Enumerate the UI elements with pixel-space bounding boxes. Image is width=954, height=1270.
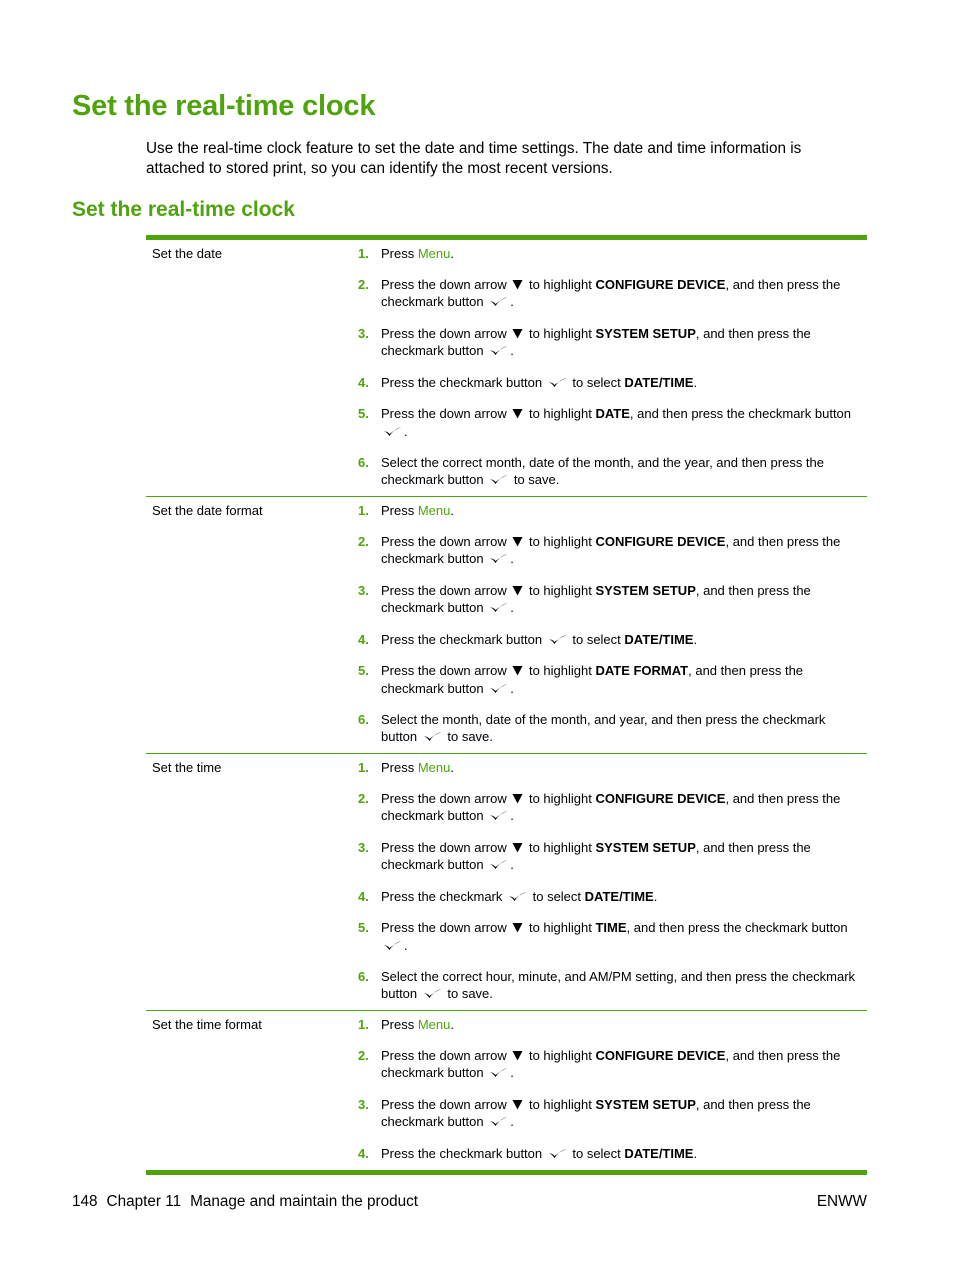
menu-item-name: CONFIGURE DEVICE xyxy=(595,1047,726,1063)
step-text-fragment: to highlight xyxy=(525,406,596,421)
step-text-fragment: to select xyxy=(529,888,585,904)
step-text-fragment: Press xyxy=(381,1017,418,1032)
menu-item-name: SYSTEM SETUP xyxy=(595,1096,696,1112)
checkmark-icon xyxy=(383,425,402,442)
menu-item-name: SYSTEM SETUP xyxy=(595,325,696,341)
step-text-fragment: . xyxy=(510,1065,514,1080)
menu-button-label: Menu xyxy=(417,246,451,261)
step-item xyxy=(352,1146,867,1164)
checkmark-icon xyxy=(489,809,508,826)
footer-chapter: Chapter 11 xyxy=(106,1193,182,1210)
step-text-fragment: to highlight xyxy=(525,1096,596,1112)
step-text-fragment: Press xyxy=(381,246,418,261)
step-text xyxy=(381,1097,867,1132)
menu-item-name: CONFIGURE DEVICE xyxy=(595,533,726,549)
step-text xyxy=(381,969,867,1003)
step-text-fragment: to highlight xyxy=(525,533,596,549)
step-number: 2. xyxy=(358,790,369,806)
step-text-fragment: . xyxy=(510,808,514,823)
step-item xyxy=(352,326,867,361)
step-text xyxy=(381,246,867,263)
step-text-fragment: to highlight xyxy=(525,276,596,292)
step-item xyxy=(352,969,867,1003)
menu-item-name: TIME xyxy=(595,920,627,935)
step-number: 3. xyxy=(358,325,369,341)
step-text xyxy=(381,760,867,777)
down-arrow-icon xyxy=(512,1049,523,1066)
down-arrow-icon xyxy=(512,841,523,858)
step-item xyxy=(352,712,867,746)
task-label: Set the time xyxy=(152,760,222,775)
step-item xyxy=(352,889,867,907)
step-number: 4. xyxy=(358,1145,369,1161)
step-item xyxy=(352,406,867,441)
step-text xyxy=(381,406,867,441)
menu-button-label: Menu xyxy=(417,503,451,518)
step-number: 5. xyxy=(358,663,369,678)
menu-item-name: DATE/TIME xyxy=(584,888,654,904)
step-text-fragment: . xyxy=(510,857,514,872)
task-label: Set the date format xyxy=(152,503,263,518)
step-text-fragment: Press xyxy=(381,503,418,518)
step-text xyxy=(381,632,867,650)
step-text-fragment: . xyxy=(510,343,514,358)
step-number: 4. xyxy=(358,631,369,647)
step-text-fragment: Select the correct hour, minute, and AM/PM setting, and then press the checkmark button xyxy=(381,969,856,1001)
down-arrow-icon xyxy=(512,584,523,601)
step-number: 6. xyxy=(358,969,369,984)
menu-button-label: Menu xyxy=(417,1017,451,1032)
menu-item-name: CONFIGURE DEVICE xyxy=(595,276,726,292)
step-text-fragment: Press the down arrow xyxy=(381,406,511,421)
step-text-fragment: . xyxy=(693,1145,698,1161)
step-text xyxy=(381,1017,867,1034)
footer-page-number: 148 xyxy=(72,1193,98,1210)
step-text-fragment: , and then press the checkmark button xyxy=(626,920,848,935)
step-text-fragment: , and then press the checkmark button xyxy=(381,839,811,872)
step-text xyxy=(381,375,867,393)
step-text xyxy=(381,1146,867,1164)
step-text-fragment: Press the down arrow xyxy=(381,663,511,678)
checkmark-icon xyxy=(489,473,508,490)
task-label: Set the date xyxy=(152,246,223,261)
step-text xyxy=(381,534,867,569)
step-text-fragment: Press the down arrow xyxy=(381,276,511,292)
section-title: Set the real-time clock xyxy=(72,198,295,221)
checkmark-icon xyxy=(489,682,508,699)
step-text-fragment: Press xyxy=(381,760,418,775)
step-text-fragment: Press the down arrow xyxy=(381,920,511,935)
step-text-fragment: Press the down arrow xyxy=(381,839,511,855)
step-number: 2. xyxy=(358,533,369,549)
checkmark-icon xyxy=(489,601,508,618)
step-text xyxy=(381,663,867,698)
step-text-fragment: . xyxy=(653,888,658,904)
step-list xyxy=(352,503,867,746)
menu-item-name: DATE FORMAT xyxy=(595,663,689,678)
step-text-fragment: . xyxy=(510,551,514,566)
step-text-fragment: . xyxy=(450,246,454,261)
menu-item-name: DATE/TIME xyxy=(624,374,694,390)
page-title: Set the real-time clock xyxy=(72,90,376,122)
down-arrow-icon xyxy=(512,664,523,681)
step-list xyxy=(352,760,867,1003)
down-arrow-icon xyxy=(512,792,523,809)
step-item xyxy=(352,760,867,777)
step-list xyxy=(352,246,867,489)
step-text-fragment: . xyxy=(450,760,454,775)
step-number: 1. xyxy=(358,760,369,775)
step-text-fragment: Press the checkmark button xyxy=(381,1145,546,1161)
step-item xyxy=(352,632,867,650)
step-number: 1. xyxy=(358,503,369,518)
step-number: 1. xyxy=(358,246,369,261)
step-number: 1. xyxy=(358,1017,369,1032)
step-text-fragment: to select xyxy=(568,1145,625,1161)
menu-item-name: DATE/TIME xyxy=(624,1145,694,1161)
step-text xyxy=(381,889,867,907)
step-text-fragment: . xyxy=(510,1114,514,1129)
step-item xyxy=(352,534,867,569)
step-text xyxy=(381,712,867,746)
step-number: 3. xyxy=(358,1096,369,1112)
step-item xyxy=(352,1048,867,1083)
checkmark-icon xyxy=(489,858,508,875)
step-text-fragment: , and then press the checkmark button xyxy=(381,1047,841,1080)
step-text-fragment: to highlight xyxy=(525,839,596,855)
down-arrow-icon xyxy=(512,278,523,295)
step-text-fragment: . xyxy=(450,1017,454,1032)
step-text xyxy=(381,583,867,618)
step-text-fragment: , and then press the checkmark button xyxy=(381,663,804,696)
checkmark-icon xyxy=(423,730,442,747)
down-arrow-icon xyxy=(512,407,523,424)
down-arrow-icon xyxy=(512,1098,523,1115)
step-text-fragment: . xyxy=(510,600,514,615)
step-item xyxy=(352,1097,867,1132)
step-item xyxy=(352,375,867,393)
footer-right: ENWW xyxy=(816,1193,867,1210)
step-text-fragment: . xyxy=(693,374,698,390)
table-row xyxy=(146,497,867,754)
checkmark-icon xyxy=(489,1066,508,1083)
step-text-fragment: . xyxy=(510,680,514,696)
step-text xyxy=(381,920,867,955)
step-text xyxy=(381,326,867,361)
table-row xyxy=(146,754,867,1011)
checkmark-icon xyxy=(489,1115,508,1132)
step-text-fragment: , and then press the checkmark button xyxy=(381,276,841,309)
step-item xyxy=(352,920,867,955)
step-text-fragment: to save. xyxy=(443,985,493,1001)
step-number: 6. xyxy=(358,712,369,727)
step-text-fragment: to highlight xyxy=(525,1047,596,1063)
checkmark-icon xyxy=(489,344,508,361)
step-text-fragment: to highlight xyxy=(525,790,596,806)
menu-item-name: DATE/TIME xyxy=(624,631,694,647)
step-number: 2. xyxy=(358,1047,369,1063)
step-text-fragment: Press the down arrow xyxy=(381,1096,511,1112)
step-number: 4. xyxy=(358,888,369,904)
step-text-fragment: Select the correct month, date of the month, and the year, and then press the checkmark button xyxy=(381,455,824,487)
step-text-fragment: , and then press the checkmark button xyxy=(381,582,811,615)
step-text-fragment: . xyxy=(693,631,698,647)
checkmark-icon xyxy=(548,1147,567,1164)
step-text-fragment: Press the down arrow xyxy=(381,1047,511,1063)
step-text-fragment: , and then press the checkmark button xyxy=(629,406,852,421)
step-item xyxy=(352,246,867,263)
table-row xyxy=(146,240,867,497)
step-item xyxy=(352,455,867,489)
step-text-fragment: Press the checkmark button xyxy=(381,631,546,647)
step-item xyxy=(352,663,867,698)
step-text-fragment: to select xyxy=(568,631,625,647)
step-text xyxy=(381,503,867,520)
step-text xyxy=(381,840,867,875)
checkmark-icon xyxy=(383,939,402,956)
step-text-fragment: to highlight xyxy=(525,582,596,598)
step-number: 5. xyxy=(358,406,369,421)
footer-left xyxy=(72,1193,427,1211)
step-number: 3. xyxy=(358,839,369,855)
menu-item-name: SYSTEM SETUP xyxy=(595,839,696,855)
step-text-fragment: Select the month, date of the month, and year, and then press the checkmark button xyxy=(381,712,826,744)
step-text xyxy=(381,791,867,826)
step-number: 2. xyxy=(358,276,369,292)
footer-chapter-title: Manage and maintain the product xyxy=(190,1193,419,1210)
step-text-fragment: to highlight xyxy=(525,325,596,341)
checkmark-icon xyxy=(489,295,508,312)
step-text-fragment: . xyxy=(404,937,408,953)
step-text-fragment: to select xyxy=(568,374,625,390)
step-item xyxy=(352,503,867,520)
step-text xyxy=(381,455,867,489)
step-text xyxy=(381,1048,867,1083)
step-text-fragment: to save. xyxy=(510,471,560,487)
step-item xyxy=(352,791,867,826)
step-item xyxy=(352,583,867,618)
down-arrow-icon xyxy=(512,327,523,344)
menu-button-label: Menu xyxy=(417,760,451,775)
intro-paragraph: Use the real-time clock feature to set the date and time settings. The date and time information is attached to stored print, so you can identify the most recent versions. xyxy=(146,140,802,177)
step-text-fragment: to highlight xyxy=(525,920,596,935)
step-text-fragment: Press the checkmark xyxy=(381,888,506,904)
step-text-fragment: . xyxy=(510,294,514,309)
step-text-fragment: to highlight xyxy=(525,663,596,678)
step-text-fragment: , and then press the checkmark button xyxy=(381,790,841,823)
down-arrow-icon xyxy=(512,921,523,938)
task-label: Set the time format xyxy=(152,1017,262,1032)
step-number: 4. xyxy=(358,374,369,390)
checkmark-icon xyxy=(548,376,567,393)
step-text-fragment: Press the down arrow xyxy=(381,582,511,598)
step-text-fragment: to save. xyxy=(443,728,493,744)
step-item xyxy=(352,840,867,875)
checkmark-icon xyxy=(548,633,567,650)
step-number: 5. xyxy=(358,920,369,935)
step-list xyxy=(352,1017,867,1163)
step-item xyxy=(352,1017,867,1034)
checkmark-icon xyxy=(423,987,442,1004)
menu-item-name: SYSTEM SETUP xyxy=(595,582,696,598)
checkmark-icon xyxy=(489,552,508,569)
table-row xyxy=(146,1011,867,1170)
step-text-fragment: Press the down arrow xyxy=(381,790,511,806)
step-item xyxy=(352,277,867,312)
down-arrow-icon xyxy=(512,535,523,552)
step-text-fragment: Press the checkmark button xyxy=(381,374,546,390)
step-text-fragment: . xyxy=(450,503,454,518)
step-number: 3. xyxy=(358,582,369,598)
step-text xyxy=(381,277,867,312)
steps-table xyxy=(146,235,867,1175)
menu-item-name: DATE xyxy=(595,406,630,421)
step-number: 6. xyxy=(358,455,369,470)
menu-item-name: CONFIGURE DEVICE xyxy=(595,790,726,806)
checkmark-icon xyxy=(508,890,527,907)
step-text-fragment: Press the down arrow xyxy=(381,533,511,549)
step-text-fragment: , and then press the checkmark button xyxy=(381,1096,811,1129)
step-text-fragment: . xyxy=(404,423,408,439)
step-text-fragment: , and then press the checkmark button xyxy=(381,533,841,566)
step-text-fragment: , and then press the checkmark button xyxy=(381,325,811,358)
step-text-fragment: Press the down arrow xyxy=(381,325,511,341)
